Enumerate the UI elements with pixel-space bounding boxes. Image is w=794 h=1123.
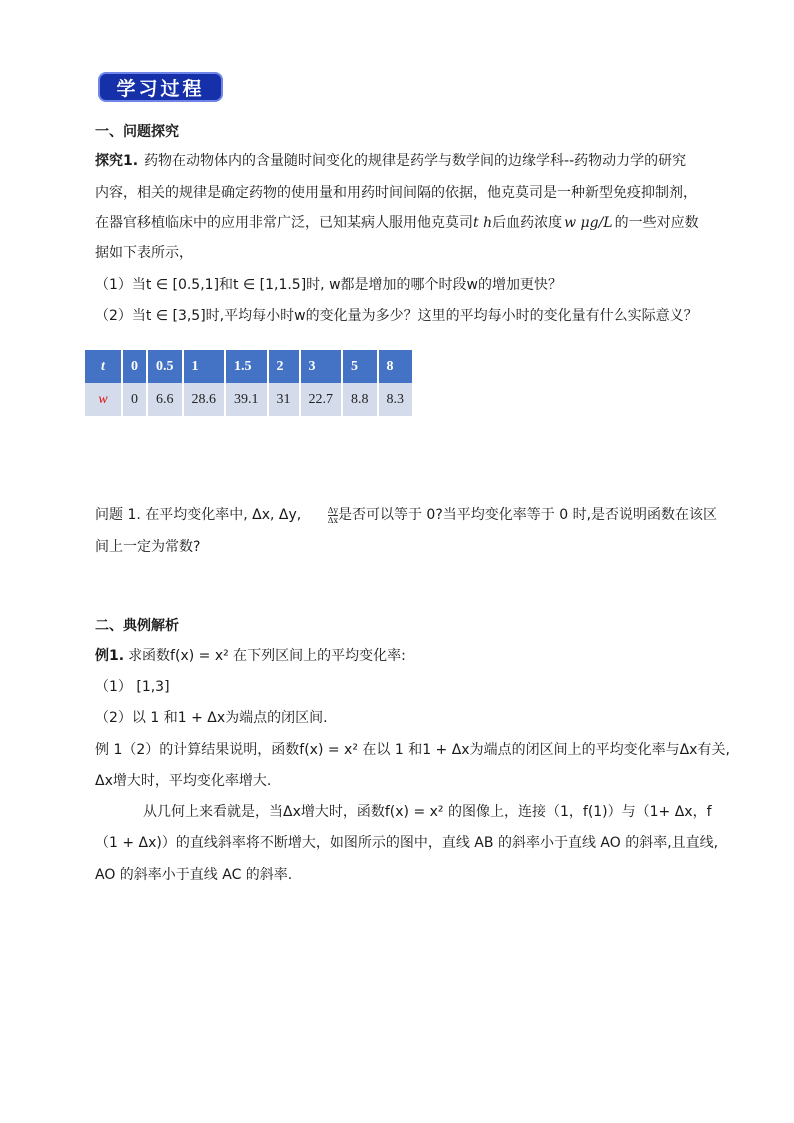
- explore-text-1: 药物在动物体内的含量随时间变化的规律是药学与数学间的边缘学科--药物动力学的研究: [144, 153, 687, 169]
- question1-text-b: 是否可以等于 0?当平均变化率等于 0 时,是否说明函数在该区: [337, 507, 718, 523]
- data-table-body: [85, 350, 413, 416]
- explore-paragraph-line4: 据如下表所示，: [95, 245, 193, 261]
- table-cell: 8.3: [378, 383, 414, 416]
- data-table: [85, 350, 414, 416]
- table-header-cell: 2: [268, 350, 300, 383]
- table-header-cell: 0: [122, 350, 147, 383]
- table-header-t: t: [85, 350, 122, 383]
- explore-label: 探究1.: [95, 153, 139, 169]
- var-w-unit: w μg/L: [564, 215, 613, 231]
- var-t-h: t h: [473, 215, 493, 231]
- question1-line1: [95, 504, 717, 525]
- table-cell: 22.7: [300, 383, 343, 416]
- explore-paragraph-line3: [95, 212, 699, 232]
- question-part1: （1）当t ∈ [0.5,1]和t ∈ [1,1.5]时, w都是增加的哪个时段w的增加更快？: [95, 277, 562, 293]
- frac-numerator: Δy: [327, 505, 338, 515]
- question1-line2: 间上一定为常数?: [95, 539, 201, 555]
- table-cell: 31: [268, 383, 300, 416]
- table-header-cell: 3: [300, 350, 343, 383]
- section1-heading: 一、问题探究: [95, 124, 179, 140]
- table-cell: 8.8: [342, 383, 378, 416]
- geometry-line2: （1 + Δx)）的直线斜率将不断增大，如图所示的图中，直线 AB 的斜率小于直线 AO 的斜率,且直线,: [95, 835, 719, 851]
- remark-line2: Δx增大时，平均变化率增大.: [95, 773, 272, 789]
- table-header-w: w: [85, 383, 122, 416]
- table-header-cell: 0.5: [147, 350, 183, 383]
- geometry-line1: 从几何上来看就是，当Δx增大时，函数f(x) = x² 的图像上，连接（1，f(1)）与（1+ Δx，f: [143, 804, 712, 820]
- dy-dx-fraction: [328, 506, 338, 525]
- example1-part1: （1） [1,3]: [95, 679, 170, 695]
- table-cell: 28.6: [183, 383, 226, 416]
- table-header-cell: 1: [183, 350, 226, 383]
- explore-paragraph-line1: [95, 150, 686, 170]
- example1-text: 求函数f(x) = x² 在下列区间上的平均变化率:: [128, 648, 406, 664]
- remark-line1: 例 1（2）的计算结果说明，函数f(x) = x² 在以 1 和1 + Δx为端点的闭区间上的平均变化率与Δx有关,: [95, 742, 730, 758]
- example1-part2: （2）以 1 和1 + Δx为端点的闭区间.: [95, 710, 328, 726]
- table-header-cell: 1.5: [225, 350, 268, 383]
- example1-label: 例1.: [95, 648, 125, 664]
- frac-denominator: Δx: [327, 515, 338, 525]
- explore-text-3c: 的一些对应数: [614, 215, 699, 231]
- explore-paragraph-line2: 内容，相关的规律是确定药物的使用量和用药时间间隔的依据，他克莫司是一种新型免疫抑制剂，: [95, 185, 697, 201]
- question1-text-a: 问题 1. 在平均变化率中, Δx, Δy,: [95, 507, 302, 523]
- table-header-cell: 5: [342, 350, 378, 383]
- table-cell: 6.6: [147, 383, 183, 416]
- example1-line: [95, 645, 406, 665]
- question-part2: （2）当t ∈ [3,5]时,平均每小时w的变化量为多少？这里的平均每小时的变化量有什么实际意义？: [95, 308, 698, 324]
- explore-text-3b: 后血药浓度: [492, 215, 563, 231]
- section-banner: 学习过程: [98, 72, 223, 102]
- section2-heading: 二、典例解析: [95, 618, 179, 634]
- table-row-t: [85, 350, 413, 383]
- table-header-cell: 8: [378, 350, 414, 383]
- explore-text-3a: 在器官移植临床中的应用非常广泛，已知某病人服用他克莫司: [95, 215, 473, 231]
- table-cell: 39.1: [225, 383, 268, 416]
- geometry-line3: AO 的斜率小于直线 AC 的斜率.: [95, 867, 293, 883]
- table-cell: 0: [122, 383, 147, 416]
- table-row-w: [85, 383, 413, 416]
